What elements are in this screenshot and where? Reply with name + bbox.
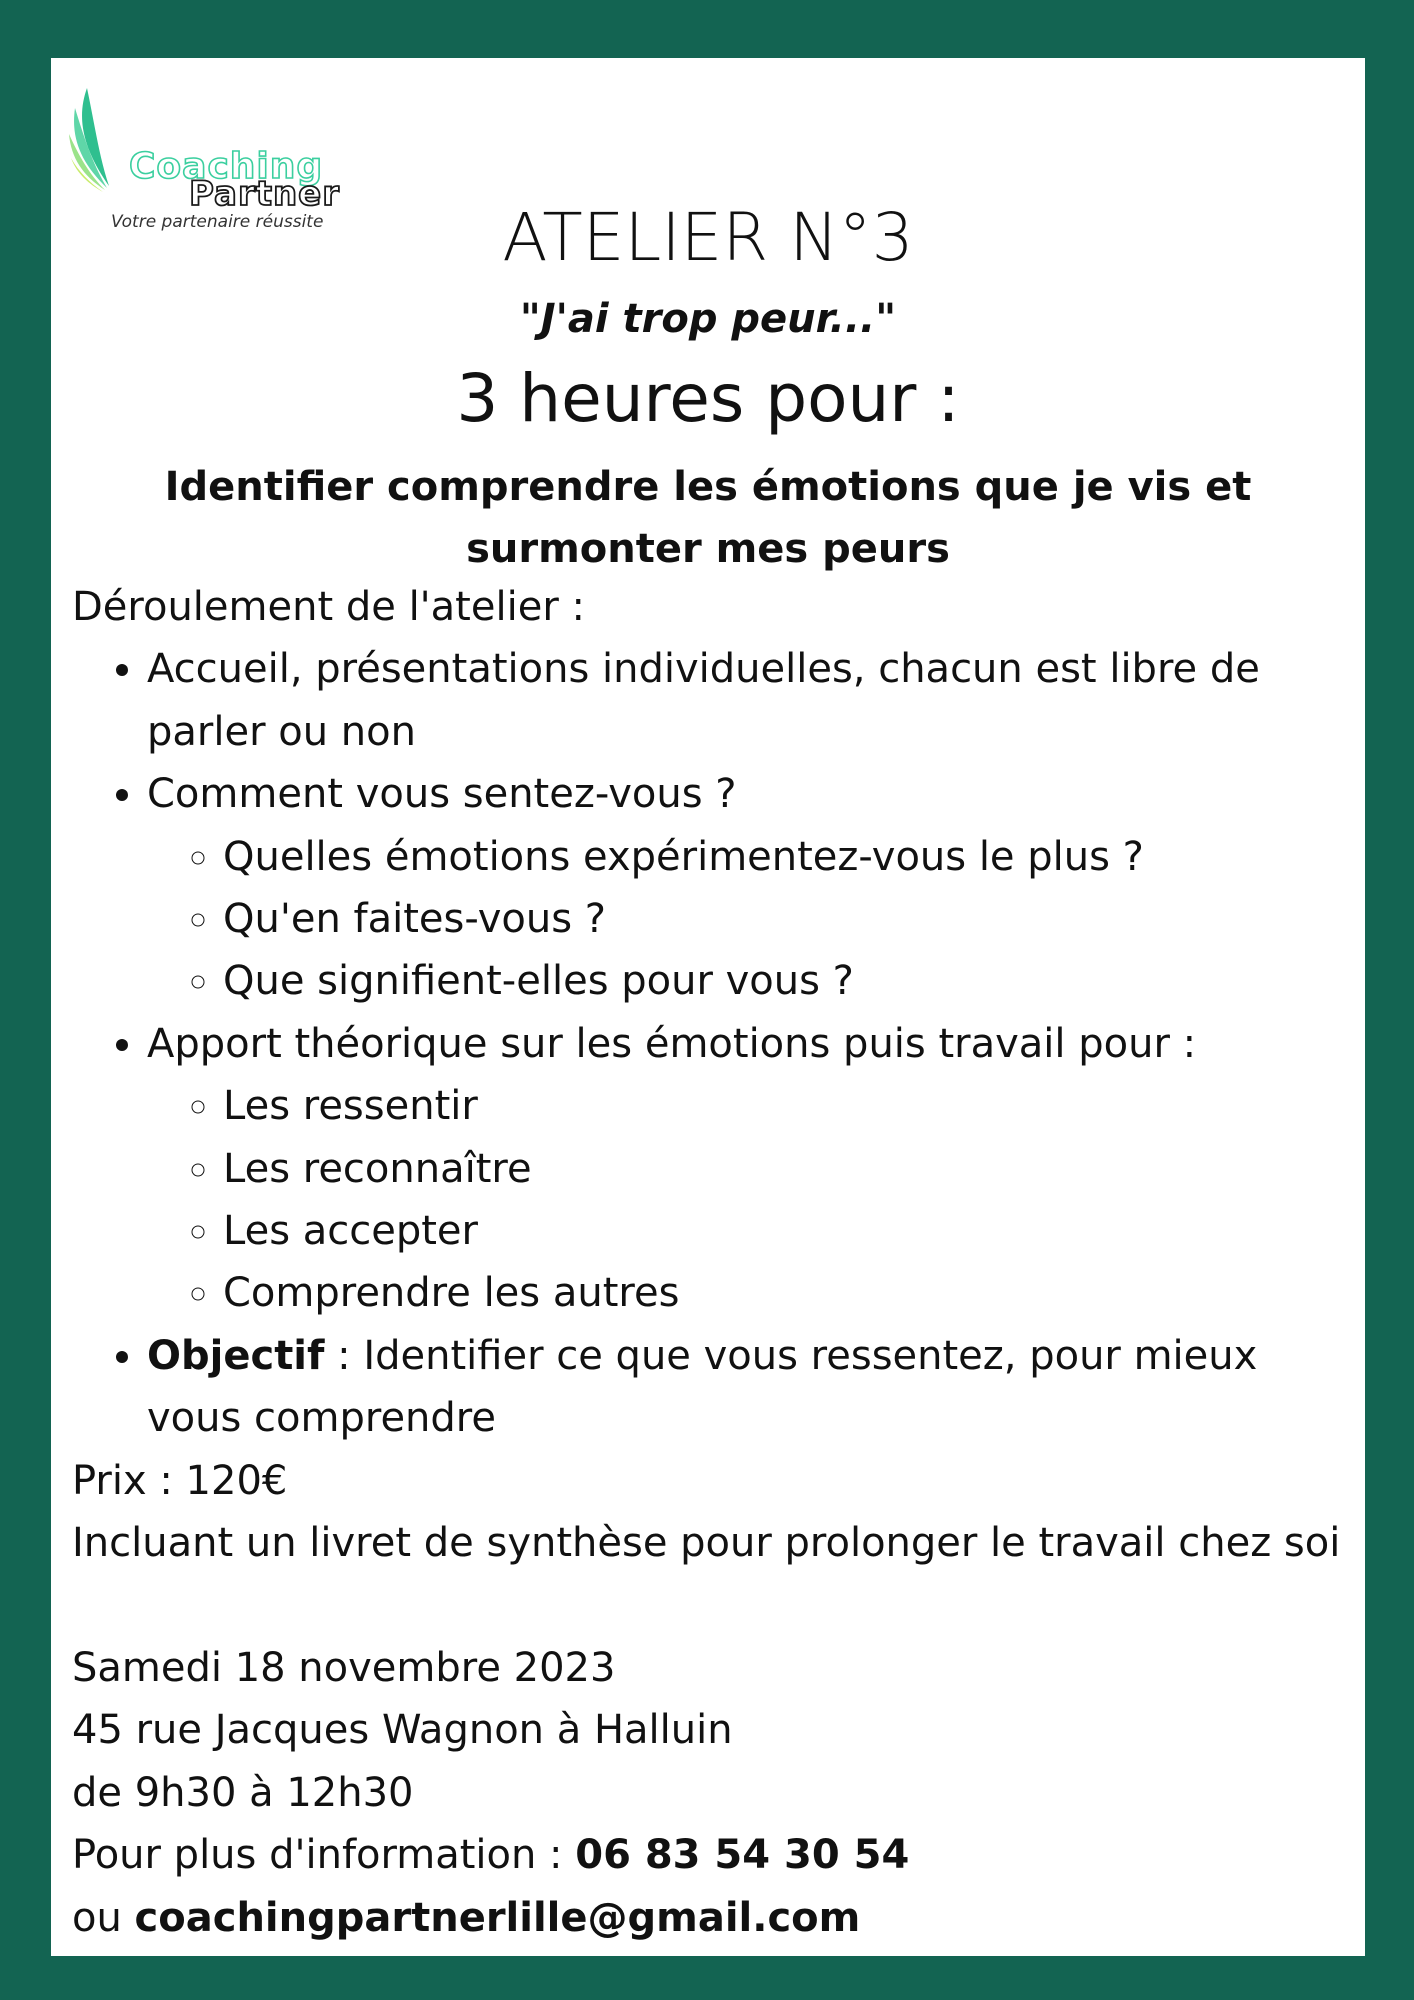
contact-phone-line — [72, 1824, 1352, 1886]
email-address: coachingpartnerlille@gmail.com — [134, 1894, 861, 1941]
program-list — [72, 638, 1352, 1449]
flyer-sheet — [51, 58, 1365, 1956]
wings-icon — [69, 86, 129, 196]
logo-word-coaching: Coaching — [129, 146, 324, 187]
contact-or-prefix: ou — [72, 1894, 135, 1941]
program-sublist — [147, 826, 1352, 1013]
phone-number: 06 83 54 30 54 — [575, 1832, 910, 1879]
program-item-theory — [147, 1013, 1352, 1325]
objective-label: Objectif — [147, 1332, 325, 1379]
event-time: de 9h30 à 12h30 — [72, 1769, 414, 1816]
spacer — [72, 1575, 1352, 1637]
program-item-feelings — [147, 763, 1352, 1013]
duration-heading: 3 heures pour : — [456, 360, 960, 437]
sub-item: ◦ Les accepter — [223, 1200, 1352, 1262]
workshop-goal: Identifier comprendre les émotions que je vis et surmonter mes peurs — [164, 464, 1252, 572]
includes-note: Incluant un livret de synthèse pour prolonger le travail chez soi — [72, 1520, 1341, 1567]
sub-item: ◦ Comprendre les autres — [223, 1262, 1352, 1324]
event-date: Samedi 18 novembre 2023 — [72, 1644, 616, 1691]
workshop-subtitle: "J'ai trop peur..." — [519, 296, 897, 342]
contact-info-prefix: Pour plus d'information : — [72, 1832, 576, 1879]
event-address: 45 rue Jacques Wagnon à Halluin — [72, 1707, 733, 1754]
workshop-details — [72, 576, 1352, 1949]
contact-email-line — [72, 1887, 1352, 1949]
program-item-text: Comment vous sentez-vous ? — [147, 771, 737, 818]
sub-item: ◦ Que signifient-elles pour vous ? — [223, 950, 1352, 1012]
program-item-welcome — [147, 638, 1352, 763]
program-heading: Déroulement de l'atelier : — [72, 584, 585, 630]
price: Prix : 120€ — [72, 1457, 288, 1504]
program-item-text: Apport théorique sur les émotions puis travail pour : — [147, 1020, 1197, 1067]
logo-tagline: Votre partenaire réussite — [111, 212, 324, 232]
logo-word-partner: Partner — [189, 174, 341, 214]
program-item-objective — [147, 1325, 1352, 1450]
sub-item: ◦ Les reconnaître — [223, 1138, 1352, 1200]
workshop-title: ATELIER N°3 — [502, 199, 914, 276]
sub-item: ◦ Qu'en faites-vous ? — [223, 888, 1352, 950]
program-sublist — [147, 1075, 1352, 1325]
objective-text: : Identifier ce que vous ressentez, pour mieux vous comprendre — [147, 1332, 1258, 1442]
sub-item: ◦ Quelles émotions expérimentez-vous le plus ? — [223, 826, 1352, 888]
program-item-text: Accueil, présentations individuelles, chacun est libre de parler ou non — [147, 646, 1260, 755]
sub-item: ◦ Les ressentir — [223, 1075, 1352, 1137]
